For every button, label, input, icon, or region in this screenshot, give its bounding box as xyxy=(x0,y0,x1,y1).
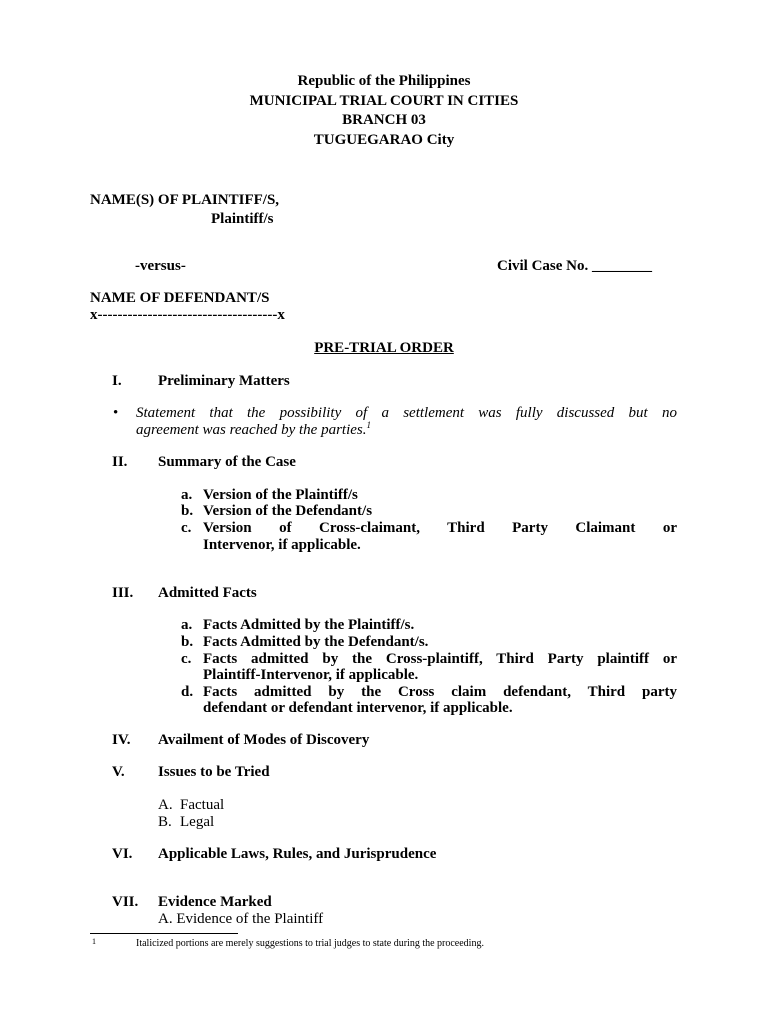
header-republic: Republic of the Philippines xyxy=(297,73,471,89)
list-item-text: Plaintiff-Intervenor, if applicable. xyxy=(203,667,419,683)
list-item-text: Facts Admitted by the Defendant/s. xyxy=(203,634,429,650)
list-item-text: Version of the Defendant/s xyxy=(203,503,373,519)
list-item-text: Legal xyxy=(180,814,215,830)
section-2-number: II. xyxy=(112,454,128,470)
settlement-statement-text: agreement was reached by the parties. xyxy=(136,422,367,438)
list-marker: b. xyxy=(181,634,194,650)
header-city: TUGUEGARAO City xyxy=(313,131,455,148)
header-branch: BRANCH 03 xyxy=(342,112,426,128)
footnote-rule xyxy=(90,933,238,934)
list-item-text: Facts admitted by the Cross claim defendant, Third party xyxy=(203,684,677,700)
section-3-number: III. xyxy=(112,585,134,601)
list-item-text: Facts Admitted by the Plaintiff/s. xyxy=(203,617,415,633)
plaintiff-label: Plaintiff/s xyxy=(211,211,274,227)
list-item-text: Factual xyxy=(180,797,225,813)
settlement-statement-line-2 xyxy=(136,422,677,439)
list-item-text: Facts admitted by the Cross-plaintiff, Third Party plaintiff or xyxy=(203,651,677,667)
caption-separator: x------------------------------------x xyxy=(90,307,285,323)
header-court: MUNICIPAL TRIAL COURT IN CITIES xyxy=(249,92,519,109)
section-2-title: Summary of the Case xyxy=(158,454,296,470)
list-marker: A. xyxy=(158,797,173,813)
list-marker: d. xyxy=(181,684,194,700)
section-3-title: Admitted Facts xyxy=(158,585,257,601)
list-marker: a. xyxy=(181,487,193,503)
defendant-name: NAME OF DEFENDANT/S xyxy=(90,290,270,306)
section-1-title: Preliminary Matters xyxy=(158,373,290,389)
section-5-number: V. xyxy=(112,764,125,780)
list-marker: b. xyxy=(181,503,194,519)
settlement-statement-line-1: Statement that the possibility of a settlement was fully discussed but no xyxy=(136,405,677,421)
section-7-number: VII. xyxy=(112,894,139,910)
court-header xyxy=(0,72,768,150)
footnote-text: Italicized portions are merely suggestions to trial judges to state during the proceeding. xyxy=(136,938,484,949)
section-4-title: Availment of Modes of Discovery xyxy=(158,732,370,748)
list-marker: c. xyxy=(181,651,192,667)
section-6-number: VI. xyxy=(112,846,133,862)
evidence-plaintiff-item: A. Evidence of the Plaintiff xyxy=(158,911,324,927)
list-item-text: Intervenor, if applicable. xyxy=(203,537,361,553)
civil-case-number: Civil Case No. ________ xyxy=(497,258,652,274)
bullet-marker: • xyxy=(113,405,119,421)
section-6-title: Applicable Laws, Rules, and Jurisprudence xyxy=(158,846,437,862)
plaintiff-name: NAME(S) OF PLAINTIFF/S, xyxy=(90,192,280,208)
footnote-reference: 1 xyxy=(366,420,372,430)
list-marker: a. xyxy=(181,617,193,633)
list-item-text: defendant or defendant intervenor, if applicable. xyxy=(203,700,513,716)
section-5-title: Issues to be Tried xyxy=(158,764,270,780)
section-4-number: IV. xyxy=(112,732,131,748)
versus-text: -versus- xyxy=(135,258,186,274)
list-item-text: Version of the Plaintiff/s xyxy=(203,487,358,503)
list-marker: B. xyxy=(158,814,172,830)
document-title: PRE-TRIAL ORDER xyxy=(314,340,454,356)
list-marker: c. xyxy=(181,520,192,536)
list-item-text: Version of Cross-claimant, Third Party Claimant or xyxy=(203,520,677,536)
footnote-number: 1 xyxy=(92,937,96,946)
section-7-title: Evidence Marked xyxy=(158,894,272,910)
section-1-number: I. xyxy=(112,373,122,389)
